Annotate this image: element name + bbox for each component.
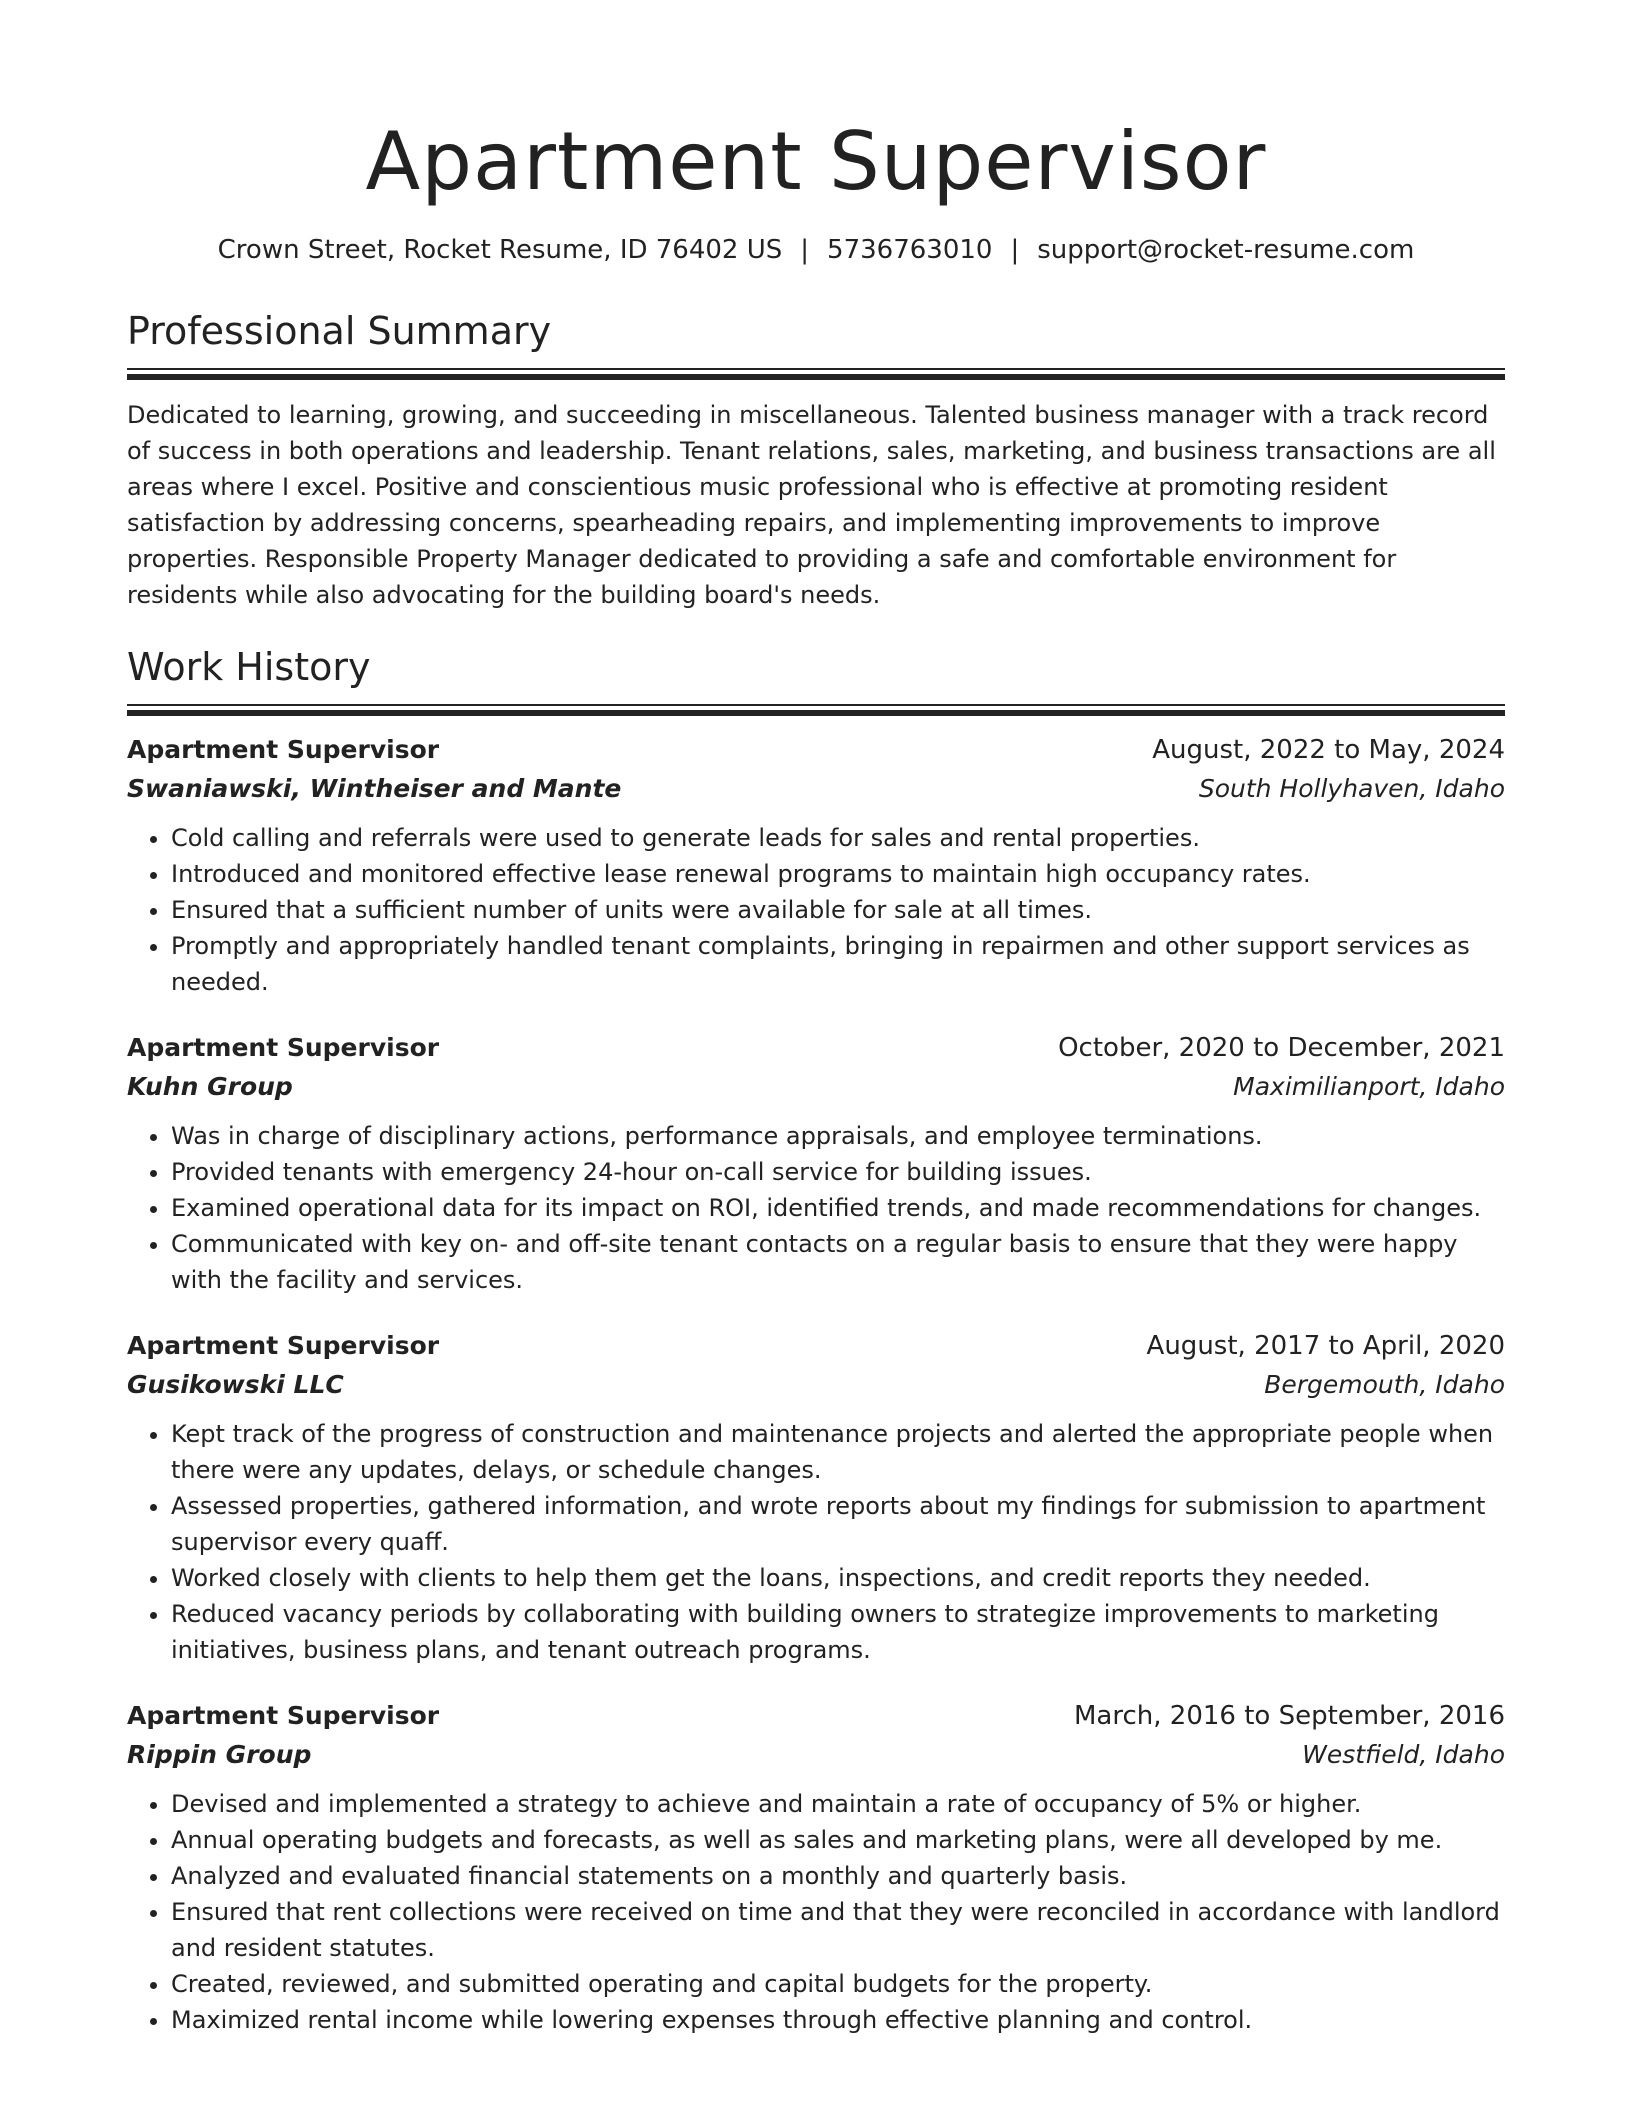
job-company: Rippin Group bbox=[127, 1740, 312, 1769]
job-header-row bbox=[127, 1326, 1505, 1366]
job-title: Apartment Supervisor bbox=[127, 1033, 440, 1062]
job-entry bbox=[127, 1696, 1505, 2038]
job-bullet: • Worked closely with clients to help them get the loans, inspections, and credit reports they needed. bbox=[171, 1560, 1505, 1596]
contact-email: support@rocket-resume.com bbox=[1037, 235, 1415, 265]
job-bullet: • Analyzed and evaluated financial statements on a monthly and quarterly basis. bbox=[171, 1858, 1505, 1894]
job-title: Apartment Supervisor bbox=[127, 735, 440, 764]
job-location: Bergemouth, Idaho bbox=[1264, 1370, 1505, 1399]
section-title-summary: Professional Summary bbox=[127, 309, 552, 353]
job-dates: August, 2022 to May, 2024 bbox=[1152, 735, 1505, 765]
contact-separator: | bbox=[800, 235, 810, 265]
job-company-row bbox=[127, 1736, 1505, 1774]
job-title: Apartment Supervisor bbox=[127, 1701, 440, 1730]
job-bullet: • Promptly and appropriately handled tenant complaints, bringing in repairmen and other support services as needed. bbox=[171, 928, 1505, 1000]
job-bullet-list bbox=[127, 1786, 1505, 2038]
contact-phone: 5736763010 bbox=[827, 235, 993, 265]
job-entry bbox=[127, 730, 1505, 1000]
job-location: South Hollyhaven, Idaho bbox=[1198, 774, 1505, 803]
job-bullet: • Examined operational data for its impact on ROI, identified trends, and made recommendations for changes. bbox=[171, 1190, 1505, 1226]
job-bullet: • Annual operating budgets and forecasts, as well as sales and marketing plans, were all developed by me. bbox=[171, 1822, 1505, 1858]
job-bullet: • Kept track of the progress of construction and maintenance projects and alerted the appropriate people when there were any updates, delays, or schedule changes. bbox=[171, 1416, 1505, 1488]
job-header-row bbox=[127, 730, 1505, 770]
job-company: Kuhn Group bbox=[127, 1072, 293, 1101]
job-title: Apartment Supervisor bbox=[127, 1331, 440, 1360]
summary-text: Dedicated to learning, growing, and succeeding in miscellaneous. Talented business manager with a track record of success in both operations and leadership. Tenant relations, sales, marketing, and business transactions are all areas where I excel. Positive and conscientious music professional who is effective at promoting resident satisfaction by addressing concerns, spearheading repairs, and implementing improvements to improve properties. Responsible Property Manager dedicated to providing a safe and comfortable environment for residents while also advocating for the building board's needs. bbox=[127, 401, 1496, 609]
contact-line bbox=[127, 232, 1505, 268]
job-header-row bbox=[127, 1696, 1505, 1736]
job-bullet: • Ensured that a sufficient number of units were available for sale at all times. bbox=[171, 892, 1505, 928]
job-bullet: • Created, reviewed, and submitted operating and capital budgets for the property. bbox=[171, 1966, 1505, 2002]
job-entry bbox=[127, 1326, 1505, 1668]
job-dates: August, 2017 to April, 2020 bbox=[1146, 1331, 1505, 1361]
job-bullet: • Provided tenants with emergency 24-hour on-call service for building issues. bbox=[171, 1154, 1505, 1190]
job-bullet: • Maximized rental income while lowering expenses through effective planning and control. bbox=[171, 2002, 1505, 2038]
job-bullet: • Was in charge of disciplinary actions, performance appraisals, and employee terminations. bbox=[171, 1118, 1505, 1154]
job-dates: March, 2016 to September, 2016 bbox=[1074, 1701, 1505, 1731]
section-title-work-history: Work History bbox=[127, 645, 371, 689]
job-company-row bbox=[127, 770, 1505, 808]
job-bullet: • Assessed properties, gathered information, and wrote reports about my findings for submission to apartment supervisor every quaff. bbox=[171, 1488, 1505, 1560]
job-bullet: • Communicated with key on- and off-site tenant contacts on a regular basis to ensure that they were happy with the facility and services. bbox=[171, 1226, 1505, 1298]
job-bullet: • Cold calling and referrals were used to generate leads for sales and rental properties. bbox=[171, 820, 1505, 856]
job-bullet: • Ensured that rent collections were received on time and that they were reconciled in accordance with landlord and resident statutes. bbox=[171, 1894, 1505, 1966]
job-company-row bbox=[127, 1068, 1505, 1106]
job-bullet: • Devised and implemented a strategy to achieve and maintain a rate of occupancy of 5% or higher. bbox=[171, 1786, 1505, 1822]
section-divider bbox=[127, 704, 1505, 716]
job-dates: October, 2020 to December, 2021 bbox=[1058, 1033, 1505, 1063]
job-entry bbox=[127, 1028, 1505, 1298]
job-bullet-list bbox=[127, 1118, 1505, 1298]
job-company: Gusikowski LLC bbox=[127, 1370, 344, 1399]
job-bullet: • Reduced vacancy periods by collaborating with building owners to strategize improvements to marketing initiatives, business plans, and tenant outreach programs. bbox=[171, 1596, 1505, 1668]
work-history-list bbox=[127, 730, 1505, 2038]
contact-address: Crown Street, Rocket Resume, ID 76402 US bbox=[217, 235, 783, 265]
job-location: Westfield, Idaho bbox=[1302, 1740, 1505, 1769]
section-divider bbox=[127, 368, 1505, 380]
resume-name: Apartment Supervisor bbox=[365, 115, 1267, 208]
job-company: Swaniawski, Wintheiser and Mante bbox=[127, 774, 622, 803]
job-header-row bbox=[127, 1028, 1505, 1068]
job-bullet-list bbox=[127, 820, 1505, 1000]
job-company-row bbox=[127, 1366, 1505, 1404]
contact-separator: | bbox=[1010, 235, 1020, 265]
job-location: Maximilianport, Idaho bbox=[1233, 1072, 1505, 1101]
job-bullet: • Introduced and monitored effective lease renewal programs to maintain high occupancy rates. bbox=[171, 856, 1505, 892]
job-bullet-list bbox=[127, 1416, 1505, 1668]
